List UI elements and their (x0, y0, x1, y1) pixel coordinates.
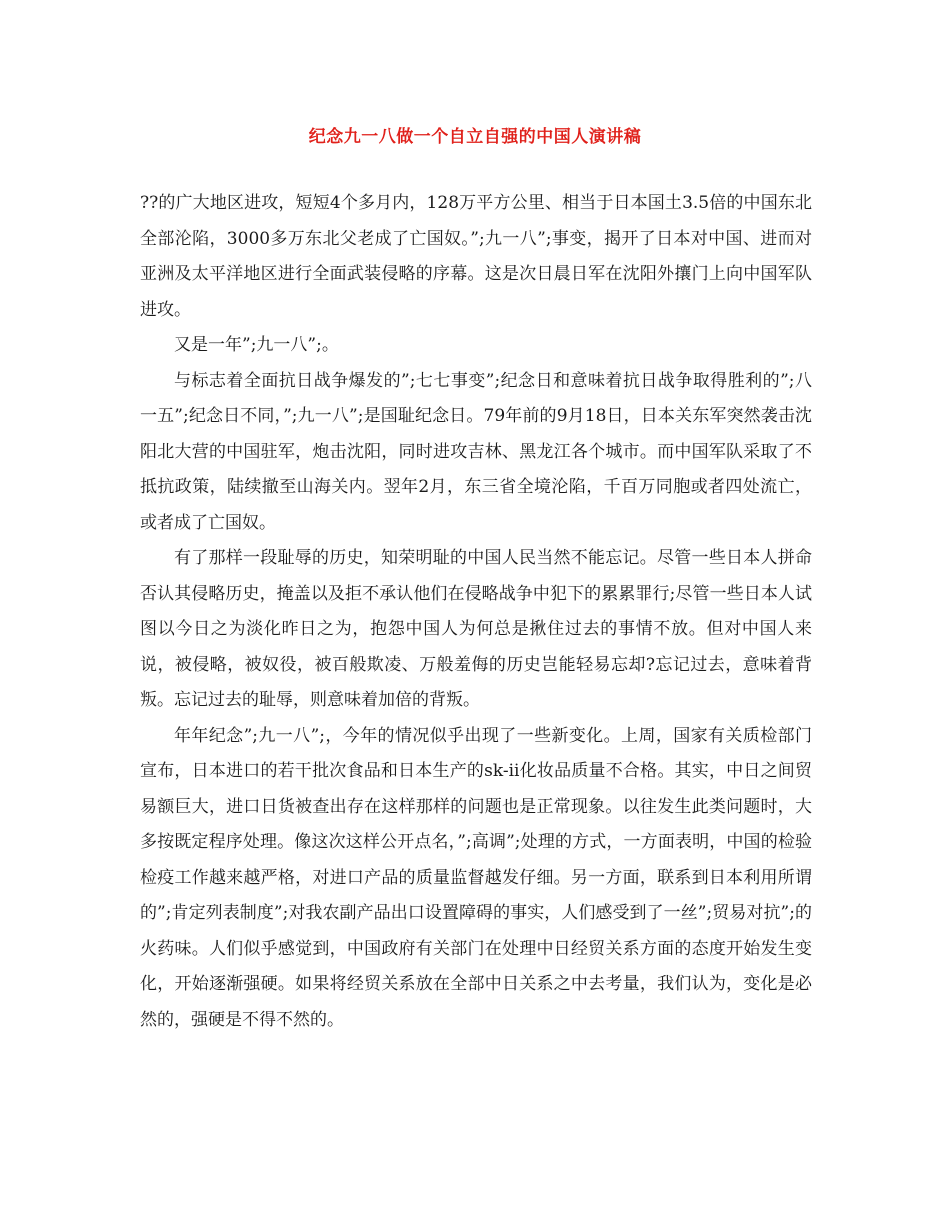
document-body (140, 186, 812, 1038)
paragraph-4: 有了那样一段耻辱的历史，知荣明耻的中国人民当然不能忘记。尽管一些日本人拼命否认其侵略历史，掩盖以及拒不承认他们在侵略战争中犯下的累累罪行;尽管一些日本人试图以今日之为淡化昨日之为，抱怨中国人为何总是揪住过去的事情不放。但对中国人来说，被侵略，被奴役，被百般欺凌、万般羞侮的历史岂能轻易忘却?忘记过去，意味着背叛。忘记过去的耻辱，则意味着加倍的背叛。 (140, 548, 812, 710)
paragraph-3: 与标志着全面抗日战争爆发的”;七七事变”;纪念日和意味着抗日战争取得胜利的”;八一五”;纪念日不同，”;九一八”;是国耻纪念日。79年前的9月18日，日本关东军突然袭击沈阳北大营的中国驻军，炮击沈阳，同时进攻吉林、黑龙江各个城市。而中国军队采取了不抵抗政策，陆续撤至山海关内。翌年2月，东三省全境沦陷，千百万同胞或者四处流亡，或者成了亡国奴。 (140, 370, 812, 533)
paragraph-2: 又是一年”;九一八”;。 (174, 335, 339, 355)
paragraph-5: 年年纪念”;九一八”;，今年的情况似乎出现了一些新变化。上周，国家有关质检部门宣布，日本进口的若干批次食品和日本生产的sk-ii化妆品质量不合格。其实，中日之间贸易额巨大，进口日货被查出存在这样那样的问题也是正常现象。以往发生此类问题时，大多按既定程序处理。像这次这样公开点名，”;高调”;处理的方式，一方面表明，中国的检验检疫工作越来越严格，对进口产品的质量监督越发仔细。另一方面，联系到日本利用所谓的”;肯定列表制度”;对我农副产品出口设置障碍的事实，人们感受到了一丝”;贸易对抗”;的火药味。人们似乎感觉到，中国政府有关部门在处理中日经贸关系方面的态度开始发生变化，开始逐渐强硬。如果将经贸关系放在全部中日关系之中去考量，我们认为，变化是必然的，强硬是不得不然的。 (140, 725, 812, 1030)
document-title: 纪念九一八做一个自立自强的中国人演讲稿 (308, 127, 642, 147)
paragraph-1: ??的广大地区进攻，短短4个多月内，128万平方公里、相当于日本国土3.5倍的中国东北全部沦陷，3000多万东北父老成了亡国奴。”;九一八”;事变，揭开了日本对中国、进而对亚洲及太平洋地区进行全面武装侵略的序幕。这是次日晨日军在沈阳外攘门上向中国军队进攻。 (140, 193, 812, 320)
